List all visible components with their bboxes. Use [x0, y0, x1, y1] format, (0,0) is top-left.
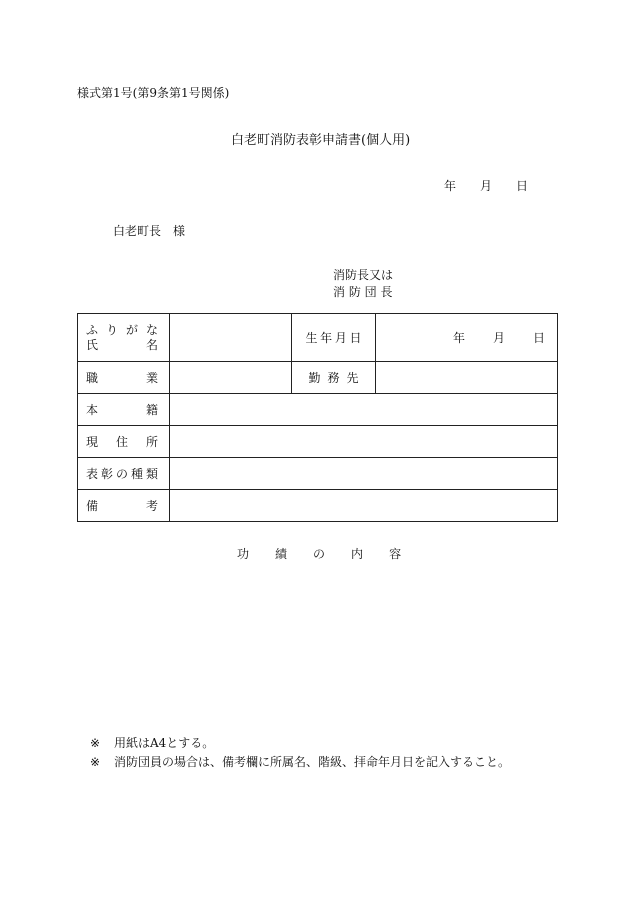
occupation-field[interactable] — [170, 362, 292, 394]
remarks-field[interactable] — [170, 490, 558, 522]
form-number: 様式第1号(第9条第1号関係) — [77, 86, 230, 100]
note-fire-brigade: ※ 消防団員の場合は、備考欄に所属名、階級、拝命年月日を記入すること。 — [90, 755, 511, 769]
date-month-label: 月 — [480, 179, 493, 193]
workplace-label-cell — [292, 362, 376, 394]
note-paper-size: ※ 用紙はA4とする。 — [90, 736, 215, 750]
award-type-label-cell — [78, 458, 170, 490]
workplace-label: 勤 務 先 — [308, 371, 359, 385]
name-label: 氏 名 — [86, 337, 158, 352]
date-day-label: 日 — [516, 179, 529, 193]
name-row — [78, 314, 558, 362]
occupation-row — [78, 362, 558, 394]
award-type-field[interactable] — [170, 458, 558, 490]
applicant-title-line1: 消防長又は — [333, 268, 394, 282]
birth-year-label: 年 — [452, 331, 465, 345]
domicile-field[interactable] — [170, 394, 558, 426]
remarks-label: 備 考 — [86, 499, 158, 513]
name-label-cell — [78, 314, 170, 362]
birth-day-label: 日 — [532, 331, 545, 345]
address-row — [78, 426, 558, 458]
address-label: 現 住 所 — [86, 435, 158, 449]
applicant-title-line2: 消 防 団 長 — [333, 285, 393, 299]
award-type-label: 表 彰 の 種 類 — [86, 467, 158, 481]
birth-date-field[interactable] — [376, 314, 558, 362]
applicant-info-table — [77, 313, 558, 522]
addressee: 白老町長 様 — [113, 224, 186, 238]
remarks-row — [78, 490, 558, 522]
birth-label-cell — [292, 314, 376, 362]
birth-month-label: 月 — [492, 331, 505, 345]
address-label-cell — [78, 426, 170, 458]
document-title: 白老町消防表彰申請書(個人用) — [231, 133, 411, 148]
domicile-label-cell — [78, 394, 170, 426]
furigana-label: ふ り が な — [86, 322, 158, 337]
remarks-label-cell — [78, 490, 170, 522]
name-field[interactable] — [170, 314, 292, 362]
workplace-field[interactable] — [376, 362, 558, 394]
domicile-label: 本 籍 — [86, 403, 158, 417]
domicile-row — [78, 394, 558, 426]
occupation-label-cell — [78, 362, 170, 394]
address-field[interactable] — [170, 426, 558, 458]
achievements-heading: 功 績 の 内 容 — [237, 547, 402, 561]
occupation-label: 職 業 — [86, 371, 158, 385]
application-date — [444, 177, 528, 194]
date-year-label: 年 — [444, 179, 457, 193]
birth-label: 生 年 月 日 — [305, 331, 362, 345]
achievements-content-area[interactable] — [115, 570, 535, 720]
award-type-row — [78, 458, 558, 490]
